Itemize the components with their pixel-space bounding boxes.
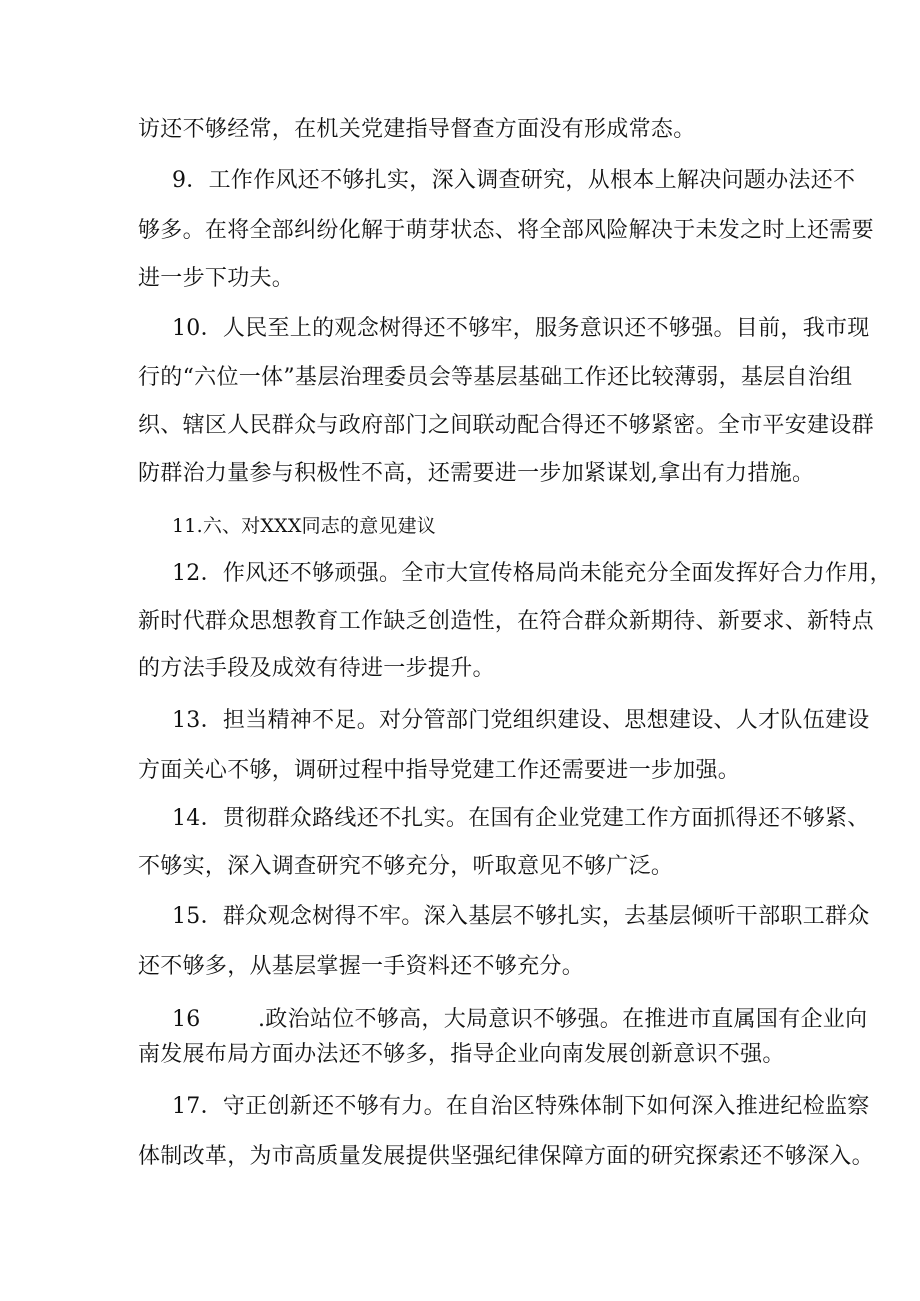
item-10-line-1: 10．人民至上的观念树得还不够牢，服务意识还不够强。目前，我市现 xyxy=(172,316,870,341)
item-9-line-3: 进一步下功夫。 xyxy=(138,266,295,291)
item-14-line-2: 不够实，深入调查研究不够充分，听取意见不够广泛。 xyxy=(138,854,674,879)
item-12-line-3: 的方法手段及成效有待进一步提升。 xyxy=(138,656,495,681)
item-13-line-1: 13．担当精神不足。对分管部门党组织建设、思想建设、人才队伍建设 xyxy=(172,708,870,733)
item-16-line-2: 南发展布局方面办法还不够多，指导企业向南发展创新意识不强。 xyxy=(138,1042,785,1067)
item-12-line-1: 12．作风还不够顽强。全市大宣传格局尚未能充分全面发挥好合力作用， xyxy=(172,561,892,586)
item-16-line-1 xyxy=(172,1005,868,1035)
item-17-line-2: 体制改革，为市高质量发展提供坚强纪律保障方面的研究探索还不够深入。 xyxy=(138,1144,874,1169)
item-17-line-1: 17．守正创新还不够有力。在自治区特殊体制下如何深入推进纪检监察 xyxy=(172,1094,870,1119)
item-13-line-2: 方面关心不够，调研过程中指导党建工作还需要进一步加强。 xyxy=(138,758,741,783)
item-15-line-1: 15．群众观念树得不牢。深入基层不够扎实，去基层倾听干部职工群众 xyxy=(172,904,870,929)
item-14-line-1: 14．贯彻群众路线还不扎实。在国有企业党建工作方面抓得还不够紧、 xyxy=(172,806,870,831)
item-11-heading: 11.六、对XXX同志的意见建议 xyxy=(172,515,436,537)
item-10-line-2: 行的“六位一体”基层治理委员会等基层基础工作还比较薄弱，基层自治组 xyxy=(138,365,853,390)
item-9-line-1: 9．工作作风还不够扎实，深入调查研究，从根本上解决问题办法还不 xyxy=(172,168,856,193)
item-10-line-3: 织、辖区人民群众与政府部门之间联动配合得还不够紧密。全市平安建设群 xyxy=(138,413,874,438)
item-9-line-2: 够多。在将全部纠纷化解于萌芽状态、将全部风险解决于未发之时上还需要 xyxy=(138,218,874,243)
item-16-text: .政治站位不够高，大局意识不够强。在推进市直属国有企业向 xyxy=(258,1007,868,1032)
item-10-line-4: 防群治力量参与积极性不高，还需要进一步加紧谋划,拿出有力措施。 xyxy=(138,461,815,486)
item-16-number: 16 xyxy=(172,1007,201,1032)
item-15-line-2: 还不够多，从基层掌握一手资料还不够充分。 xyxy=(138,954,585,979)
item-12-line-2: 新时代群众思想教育工作缺乏创造性，在符合群众新期待、新要求、新特点 xyxy=(138,609,874,634)
text-line-1: 访还不够经常，在机关党建指导督查方面没有形成常态。 xyxy=(138,117,696,142)
